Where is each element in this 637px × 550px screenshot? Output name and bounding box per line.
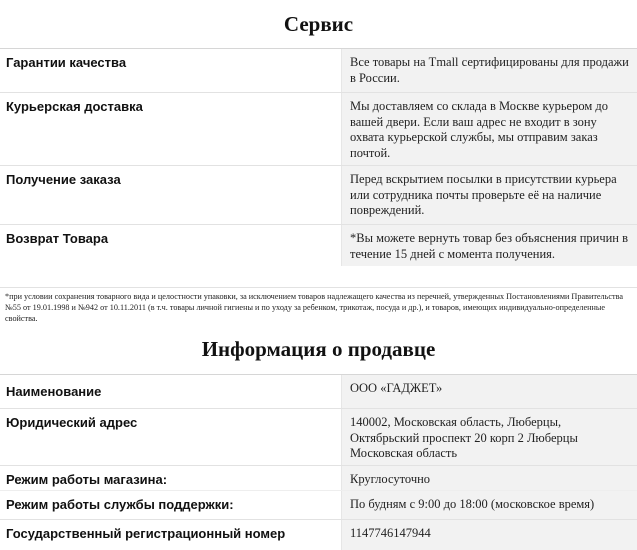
seller-row-store-hours (0, 465, 637, 490)
service-row-quality (0, 48, 637, 92)
row-value: *Вы можете вернуть товар без объяснения причин в течение 15 дней с момента получения. (341, 225, 637, 266)
service-row-delivery (0, 92, 637, 165)
row-label: Режим работы магазина: (6, 472, 168, 487)
row-value: Мы доставляем со склада в Москве курьером до вашей двери. Если ваш адрес не входит в зону охвата курьерской службы, мы отправим заказ почтой. (341, 93, 637, 165)
row-value: 140002, Московская область, Люберцы, Октябрьский проспект 20 корп 2 Люберцы Московская область (341, 409, 637, 465)
row-value: Круглосуточно (341, 466, 637, 490)
seller-title: Информация о продавце (201, 337, 436, 361)
service-row-return (0, 224, 637, 266)
row-label: Государственный регистрационный номер (6, 526, 286, 541)
seller-row-registration (0, 519, 637, 550)
service-row-receiving (0, 165, 637, 224)
row-value: Перед вскрытием посылки в присутствии курьера или сотрудника почты проверьте её на наличие повреждений. (341, 166, 637, 224)
row-label: Гарантии качества (6, 55, 127, 70)
service-title: Сервис (283, 12, 354, 36)
footnote-divider (0, 287, 637, 288)
row-value: Все товары на Tmall сертифицированы для продажи в России. (341, 49, 637, 92)
row-label: Курьерская доставка (6, 99, 143, 114)
row-value: ООО «ГАДЖЕТ» (341, 375, 637, 408)
return-footnote: *при условии сохранения товарного вида и целостности упаковки, за исключением товаров надлежащего качества из перечней, утвержденных Постановлениями Правительства №55 от 19.01.1998 и №942 от 10.11.2011 (в т.ч. товары личной гигиены и по уходу за ребенком, трикотаж, посуда и др.), и товаров, имеющих индивидуально-определенные свойства. (5, 292, 623, 323)
row-label: Получение заказа (6, 172, 121, 187)
service-table (0, 48, 637, 266)
row-value: 1147746147944 (341, 520, 637, 550)
seller-row-name (0, 374, 637, 408)
row-label: Возврат Товара (6, 231, 109, 246)
row-value: По будням с 9:00 до 18:00 (московское время) (341, 491, 637, 519)
seller-row-support-hours (0, 490, 637, 519)
row-label: Режим работы службы поддержки: (6, 497, 234, 512)
seller-table (0, 374, 637, 550)
seller-row-address (0, 408, 637, 465)
row-label: Юридический адрес (6, 415, 138, 430)
row-label: Наименование (6, 384, 102, 399)
